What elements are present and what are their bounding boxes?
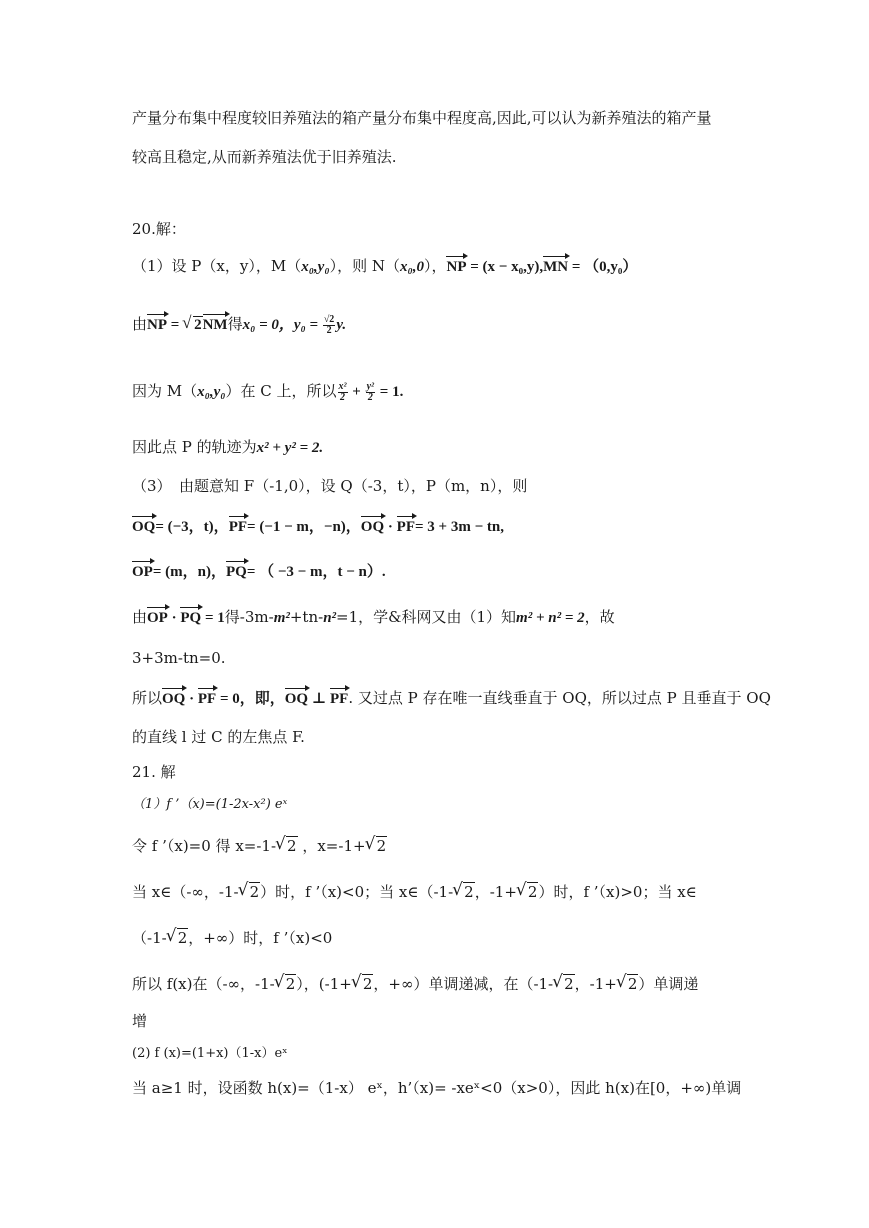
question-heading: 21. 解 (132, 763, 176, 781)
text-line: 由NP = √ 2NM得x₀ = 0，y₀ = $\frac{√2}{2}$ y. (132, 314, 346, 336)
text-line: （-1-√ 2，+∞）时，f ’（x)<0 (132, 928, 332, 948)
text-line: 当 x∈（-∞，-1-√ 2）时，f ’（x)<0；当 x∈（-1-√ 2，-1+√ 2）时，f ’（x)>0；当 x∈ (132, 882, 697, 902)
text-line: 增 (132, 1012, 148, 1030)
text-line: （1）设 P（x，y），M（x₀,y₀），则 N（x₀,0），NP = (x − x₀,y),MN = （0,y₀） (132, 257, 638, 275)
question-heading: 20.解： (132, 220, 186, 238)
text-line: 产量分布集中程度较旧养殖法的箱产量分布集中程度高,因此,可以认为新养殖法的箱产量 (132, 109, 712, 127)
text-line: 因此点 P 的轨迹为x² + y² = 2. (132, 438, 324, 456)
text-line: 由OP · PQ = 1得-3m-m²+tn-n²=1，学&科网又由（1）知m² + n² = 2，故 (132, 608, 615, 626)
text-line: 当 a≥1 时，设函数 h(x)=（1-x） eˣ，h’（x)= -xeˣ<0（x>0），因此 h(x)在[0，+∞)单调 (132, 1079, 742, 1097)
text-line: 令 f ’（x)=0 得 x=-1-√ 2 ，x=-1+√ 2 (132, 836, 387, 856)
text-line: 所以OQ · PF = 0，即，OQ ⊥ PF. 又过点 P 存在唯一直线垂直于 OQ，所以过点 P 且垂直于 OQ (132, 689, 771, 707)
text-line: 3+3m-tn=0. (132, 649, 226, 667)
text-line: (2) f (x)=(1+x)（1-x）eˣ (132, 1046, 288, 1061)
text-line: （1）f ’（x)=(1-2x-x²) eˣ (132, 797, 288, 812)
text-line: 较高且稳定,从而新养殖法优于旧养殖法. (132, 148, 397, 166)
text-line: 的直线 l 过 C 的左焦点 F. (132, 728, 305, 746)
text-line: OP= (m，n)，PQ= （ −3 − m，t − n）. (132, 564, 386, 580)
text-line: 所以 f(x)在（-∞，-1-√ 2），(-1+√ 2，+∞）单调递减，在（-1-√ 2，-1+√ 2）单调递 (132, 974, 698, 994)
text-line: （3） 由题意知 F（-1,0），设 Q（-3，t），P（m，n），则 (132, 477, 528, 495)
text-line: 因为 M（x₀,y₀）在 C 上，所以 $\frac{\text{x²}}{2}$ + $\frac{\text{y²}}{2}$ = 1. (132, 380, 404, 403)
text-line: OQ= (−3，t)，PF= (−1 − m，−n)，OQ · PF= 3 + 3m − tn, (132, 519, 504, 535)
